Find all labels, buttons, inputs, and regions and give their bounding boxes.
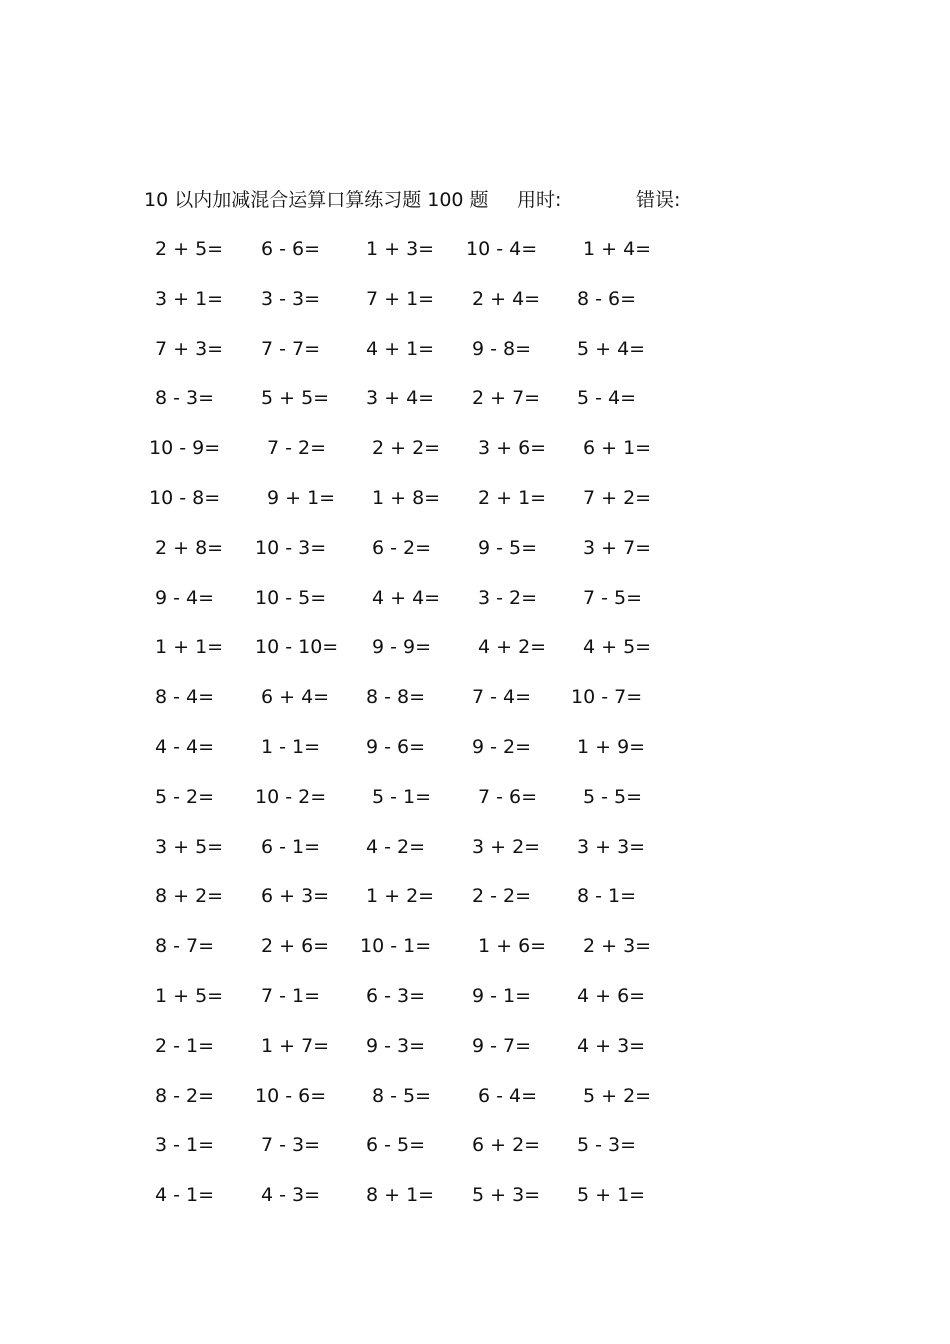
arithmetic-problem: 3 + 3=	[577, 835, 646, 858]
arithmetic-problem: 3 - 3=	[261, 287, 321, 310]
arithmetic-problem: 1 + 3=	[366, 238, 435, 260]
arithmetic-problem: 9 - 1=	[472, 985, 532, 1007]
arithmetic-problem: 6 + 4=	[261, 686, 330, 709]
arithmetic-problem: 1 + 9=	[577, 736, 646, 758]
arithmetic-problem: 2 + 8=	[155, 536, 224, 559]
arithmetic-problem: 3 - 1=	[155, 1134, 215, 1157]
arithmetic-problem: 7 - 3=	[261, 1134, 321, 1157]
arithmetic-problem: 9 - 4=	[155, 586, 215, 609]
arithmetic-problem: 4 + 5=	[583, 636, 652, 659]
arithmetic-problem: 10 - 2=	[255, 785, 327, 808]
arithmetic-problem: 2 - 1=	[155, 1034, 215, 1057]
problem-row	[0, 881, 950, 911]
arithmetic-problem: 6 + 3=	[261, 885, 330, 908]
arithmetic-problem: 3 - 2=	[478, 586, 538, 609]
arithmetic-problem: 7 - 5=	[583, 586, 643, 609]
arithmetic-problem: 8 - 3=	[155, 387, 215, 410]
arithmetic-problem: 2 + 2=	[372, 437, 441, 460]
arithmetic-problem: 10 - 7=	[571, 686, 643, 709]
problem-row	[0, 632, 950, 662]
arithmetic-problem: 9 - 3=	[366, 1034, 426, 1057]
problem-row	[0, 1130, 950, 1160]
arithmetic-problem: 9 - 8=	[472, 337, 532, 360]
arithmetic-problem: 6 - 3=	[366, 985, 426, 1007]
arithmetic-problem: 6 + 1=	[583, 437, 652, 460]
arithmetic-problem: 3 + 7=	[583, 536, 652, 559]
arithmetic-problem: 1 + 6=	[478, 935, 547, 958]
arithmetic-problem: 9 + 1=	[267, 487, 336, 509]
arithmetic-problem: 3 + 5=	[155, 835, 224, 858]
arithmetic-problem: 1 + 2=	[366, 885, 435, 908]
problem-row	[0, 931, 950, 961]
arithmetic-problem: 8 - 8=	[366, 686, 426, 709]
arithmetic-problem: 6 - 4=	[478, 1084, 538, 1107]
arithmetic-problem: 2 + 5=	[155, 238, 224, 260]
problem-row	[0, 782, 950, 812]
arithmetic-problem: 7 + 3=	[155, 337, 224, 360]
arithmetic-problem: 4 - 2=	[366, 835, 426, 858]
arithmetic-problem: 4 + 2=	[478, 636, 547, 659]
arithmetic-problem: 4 - 3=	[261, 1184, 321, 1207]
problem-row	[0, 732, 950, 762]
arithmetic-problem: 8 - 6=	[577, 287, 637, 310]
arithmetic-problem: 9 - 7=	[472, 1034, 532, 1057]
arithmetic-problem: 3 + 6=	[478, 437, 547, 460]
problem-row	[0, 433, 950, 463]
time-used-label: 用时:	[517, 189, 562, 211]
arithmetic-problem: 8 - 7=	[155, 935, 215, 958]
problem-row	[0, 483, 950, 513]
arithmetic-problem: 5 - 1=	[372, 785, 432, 808]
arithmetic-problem: 1 + 5=	[155, 985, 224, 1007]
arithmetic-problem: 10 - 3=	[255, 536, 327, 559]
arithmetic-problem: 5 - 4=	[577, 387, 637, 410]
arithmetic-problem: 6 - 6=	[261, 238, 321, 260]
arithmetic-problem: 7 + 2=	[583, 487, 652, 509]
arithmetic-problem: 3 + 2=	[472, 835, 541, 858]
arithmetic-problem: 9 - 6=	[366, 736, 426, 758]
arithmetic-problem: 3 + 4=	[366, 387, 435, 410]
worksheet-title: 10 以内加减混合运算口算练习题 100 题	[144, 189, 489, 211]
arithmetic-problem: 8 - 1=	[577, 885, 637, 908]
arithmetic-problem: 4 - 1=	[155, 1184, 215, 1207]
arithmetic-problem: 7 - 1=	[261, 985, 321, 1007]
problem-row	[0, 1180, 950, 1210]
arithmetic-problem: 6 - 1=	[261, 835, 321, 858]
arithmetic-problem: 3 + 1=	[155, 287, 224, 310]
arithmetic-problem: 5 - 2=	[155, 785, 215, 808]
arithmetic-problem: 8 + 2=	[155, 885, 224, 908]
arithmetic-problem: 5 + 2=	[583, 1084, 652, 1107]
arithmetic-problem: 10 - 8=	[149, 487, 221, 509]
arithmetic-problem: 9 - 9=	[372, 636, 432, 659]
problem-row	[0, 1081, 950, 1111]
arithmetic-problem: 4 + 3=	[577, 1034, 646, 1057]
arithmetic-problem: 4 + 6=	[577, 985, 646, 1007]
arithmetic-problem: 10 - 9=	[149, 437, 221, 460]
arithmetic-problem: 10 - 5=	[255, 586, 327, 609]
arithmetic-problem: 5 + 4=	[577, 337, 646, 360]
arithmetic-problem: 7 - 4=	[472, 686, 532, 709]
arithmetic-problem: 5 - 3=	[577, 1134, 637, 1157]
arithmetic-problem: 5 + 3=	[472, 1184, 541, 1207]
problem-row	[0, 383, 950, 413]
arithmetic-problem: 2 + 6=	[261, 935, 330, 958]
arithmetic-problem: 2 + 4=	[472, 287, 541, 310]
problem-row	[0, 1031, 950, 1061]
arithmetic-problem: 4 + 1=	[366, 337, 435, 360]
arithmetic-problem: 5 + 1=	[577, 1184, 646, 1207]
arithmetic-problem: 10 - 6=	[255, 1084, 327, 1107]
arithmetic-problem: 1 - 1=	[261, 736, 321, 758]
arithmetic-problem: 7 + 1=	[366, 287, 435, 310]
arithmetic-problem: 8 - 2=	[155, 1084, 215, 1107]
problem-row	[0, 533, 950, 563]
arithmetic-problem: 7 - 2=	[267, 437, 327, 460]
arithmetic-problem: 2 - 2=	[472, 885, 532, 908]
arithmetic-problem: 5 - 5=	[583, 785, 643, 808]
arithmetic-problem: 8 + 1=	[366, 1184, 435, 1207]
problem-row	[0, 234, 950, 264]
arithmetic-problem: 4 - 4=	[155, 736, 215, 758]
arithmetic-problem: 1 + 8=	[372, 487, 441, 509]
arithmetic-problem: 7 - 6=	[478, 785, 538, 808]
arithmetic-problem: 1 + 1=	[155, 636, 224, 659]
arithmetic-problem: 8 - 5=	[372, 1084, 432, 1107]
arithmetic-problem: 1 + 7=	[261, 1034, 330, 1057]
arithmetic-problem: 7 - 7=	[261, 337, 321, 360]
arithmetic-problem: 9 - 2=	[472, 736, 532, 758]
arithmetic-problem: 2 + 1=	[478, 487, 547, 509]
problem-row	[0, 284, 950, 314]
problem-row	[0, 334, 950, 364]
arithmetic-problem: 9 - 5=	[478, 536, 538, 559]
arithmetic-problem: 2 + 3=	[583, 935, 652, 958]
problem-row	[0, 981, 950, 1011]
arithmetic-problem: 4 + 4=	[372, 586, 441, 609]
problem-row	[0, 583, 950, 613]
arithmetic-problem: 6 - 5=	[366, 1134, 426, 1157]
errors-label: 错误:	[636, 189, 681, 211]
arithmetic-problem: 6 - 2=	[372, 536, 432, 559]
problem-row	[0, 832, 950, 862]
arithmetic-problem: 1 + 4=	[583, 238, 652, 260]
arithmetic-problem: 5 + 5=	[261, 387, 330, 410]
arithmetic-problem: 6 + 2=	[472, 1134, 541, 1157]
arithmetic-problem: 2 + 7=	[472, 387, 541, 410]
problem-row	[0, 682, 950, 712]
arithmetic-problem: 10 - 1=	[360, 935, 432, 958]
arithmetic-problem: 8 - 4=	[155, 686, 215, 709]
arithmetic-problem: 10 - 10=	[255, 636, 339, 659]
arithmetic-problem: 10 - 4=	[466, 238, 538, 260]
